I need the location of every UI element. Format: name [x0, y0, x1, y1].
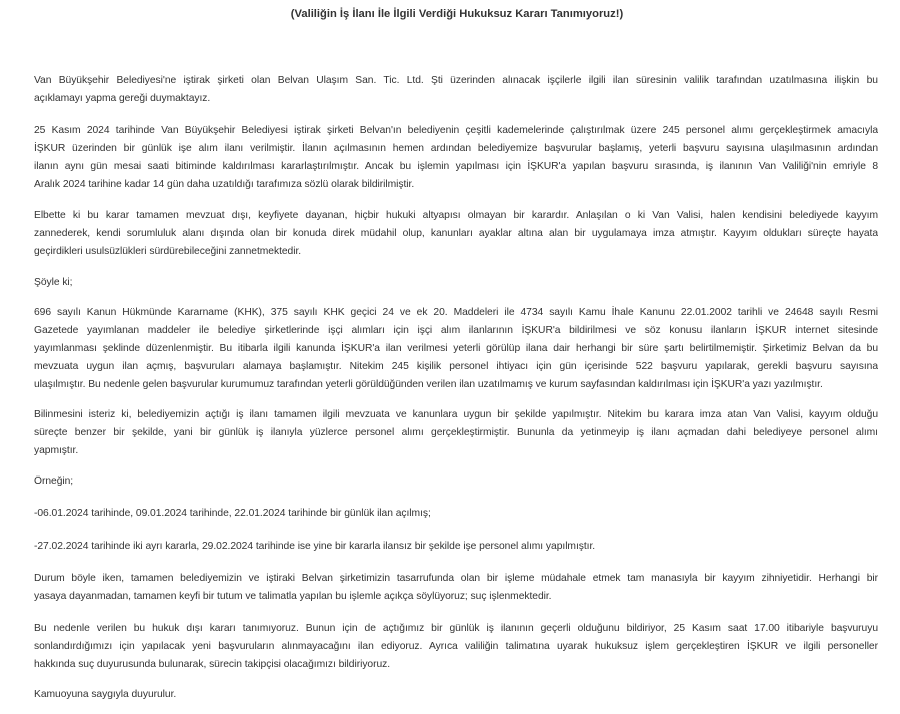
paragraph-example-2 [34, 538, 878, 556]
paragraph-example-1 [34, 505, 878, 523]
text-line: süreçte benzer bir şekilde, yani bir günlük iş ilanıyla yüzlerce personel alımı gerçekleştirmiştir. Bununla da yetinmeyip iş ilanı açmadan dahi belediyeye personel alımı [34, 427, 878, 438]
text-line: Bilinmesini isteriz ki, belediyemizin açtığı iş ilanı tamamen ilgili mevzuata ve kanunlara uygun bir şekilde yapılmıştır. Nitekim bu karara imza atan Van Valisi, kayyım olduğu [34, 409, 878, 420]
text-line: açıklamayı yapma gereği duymaktayız. [34, 93, 211, 104]
text-line: Elbette ki bu karar tamamen mevzuat dışı, keyfiyete dayanan, hiçbir hukuki altyapısı olmayan bir karardır. Anlaşılan o ki Van Valisi, halen kendisini belediyede kayyım [34, 210, 878, 221]
paragraph-soyle-ki [34, 274, 878, 292]
text-line: geçirdikleri usulsüzlükleri sürdürebileceğini zannetmektedir. [34, 246, 302, 257]
paragraph-compliance [34, 406, 878, 460]
paragraph-intro [34, 72, 878, 108]
text-line: hakkında suç duyurusunda bulunarak, sürecin takipçisi olacağımızı bildiriyoruz. [34, 659, 391, 670]
paragraph-rejection [34, 620, 878, 674]
paragraph-background [34, 122, 878, 194]
text-line: -06.01.2024 tarihinde, 09.01.2024 tarihinde, 22.01.2024 tarihinde bir günlük ilan açılmış; [34, 508, 431, 519]
text-line: Gazetede yayımlanan maddeler ile belediye şirketlerinde işçi alımları için işçi alım ilanlarının İŞKUR'a bildirilmesi ve söz konusu ilanların İŞKUR internet sitesinde [34, 325, 878, 336]
text-line: Durum böyle iken, tamamen belediyemizin ve iştiraki Belvan şirketimizin tasarrufunda olan bir işleme müdahale etmek tam manasıyla bir kayyım zihniyetidir. Herhangi bir [34, 573, 878, 584]
text-line: 696 sayılı Kanun Hükmünde Kararname (KHK), 375 sayılı KHK geçici 24 ve ek 20. Maddeleri ile 4734 sayılı Kamu İhale Kanunu 22.01.2002 tarihli ve 24648 sayılı Resmi [34, 307, 878, 318]
paragraph-criticism [34, 207, 878, 261]
text-line: 25 Kasım 2024 tarihinde Van Büyükşehir Belediyesi iştirak şirketi Belvan'ın belediyenin çeşitli kademelerinde çalıştırılmak üzere 245 personel alımı gerçekleştirmek amacıyla [34, 125, 878, 136]
text-line: -27.02.2024 tarihinde iki ayrı kararla, 29.02.2024 tarihinde ise yine bir kararla ilansız bir şekilde işe personel alımı yapılmıştır. [34, 541, 596, 552]
paragraph-ornegin [34, 473, 878, 491]
paragraph-legislation [34, 304, 878, 394]
text-line: Aralık 2024 tarihine kadar 14 gün daha uzatıldığı tarafımıza sözlü olarak bildirilmiştir. [34, 179, 415, 190]
text-line: Kamuoyuna saygıyla duyurulur. [34, 689, 177, 700]
text-line: sonlandırdığımızı için yapılacak yeni başvuruların alınmayacağını ilan ediyoruz. Ayrıca valiliğin talimatına uyarak hukuksuz işlem gerçekleştiren İŞKUR ve ilgili personeller [34, 641, 878, 652]
statement-title: (Valiliğin İş İlanı İle İlgili Verdiği Hukuksuz Kararı Tanımıyoruz!) [290, 8, 624, 20]
text-line: ilanın aynı gün mesai saati bitiminde kaldırılması kararlaştırılmıştır. Ancak bu işlemin yapılması için İŞKUR'a yapılan başvuru sırasında, iş ilanının Van Valiliği'nin emriyle 8 [34, 161, 878, 172]
text-line: yapmıştır. [34, 445, 79, 456]
paragraph-closing [34, 686, 878, 704]
text-line: yayımlanması şeklinde düzenlenmiştir. Bu itibarla ilgili kanunda İŞKUR'a ilan verilmesi yeterli görülüp ilana dair herhangi bir süre şartı belirtilmemiştir. Şirketimiz Belvan da bu [34, 343, 878, 354]
text-line: yasaya dayanmadan, tamamen keyfi bir tutum ve talimatla yapılan bu işlemle açıkça söylüyoruz; suç işlenmektedir. [34, 591, 552, 602]
text-line: zannederek, kendi sorumluluk alanı dışında olan bir konuda direk müdahil olup, kanunları ayaklar altına alan bir uygulamaya imza atmıştır. Kayyım oldukları süreçte hayata [34, 228, 878, 239]
text-line: İŞKUR üzerinden bir günlük işe alım ilanı verilmiştir. İlanın açılmasının hemen ardından belediyemize başvurular başlamış, yeterli başvuru sayısına ulaşılmasının ardından [34, 143, 878, 154]
text-line: Van Büyükşehir Belediyesi'ne iştirak şirketi olan Belvan Ulaşım San. Tic. Ltd. Şti üzerinden alınacak işçilerle ilgili ilan süresinin valilik tarafından uzatılmasına ilişkin bu [34, 75, 878, 86]
text-line: mevzuata uygun ilan açmış, başvuruları alamaya başlamıştır. Nitekim 245 kişilik personel ihtiyacı için gün içerisinde 522 başvuru yapılarak, gerekli başvuru sayısına [34, 361, 878, 372]
text-line: ulaşılmıştır. Bu nedenle gelen başvurular kurumumuz tarafından yeterli görüldüğünden verilen ilan uzatılmamış ve kurum sayfasından kaldırılması için İŞKUR'a yazı yazılmıştır. [34, 379, 823, 390]
text-line: Şöyle ki; [34, 277, 73, 288]
paragraph-intervention [34, 570, 878, 606]
text-line: Bu nedenle verilen bu hukuk dışı kararı tanımıyoruz. Bunun için de açtığımız bir günlük iş ilanının geçerli olduğunu bildiriyor, 25 Kasım saat 17.00 itibariyle başvuruyu [34, 623, 878, 634]
text-line: Örneğin; [34, 476, 74, 487]
